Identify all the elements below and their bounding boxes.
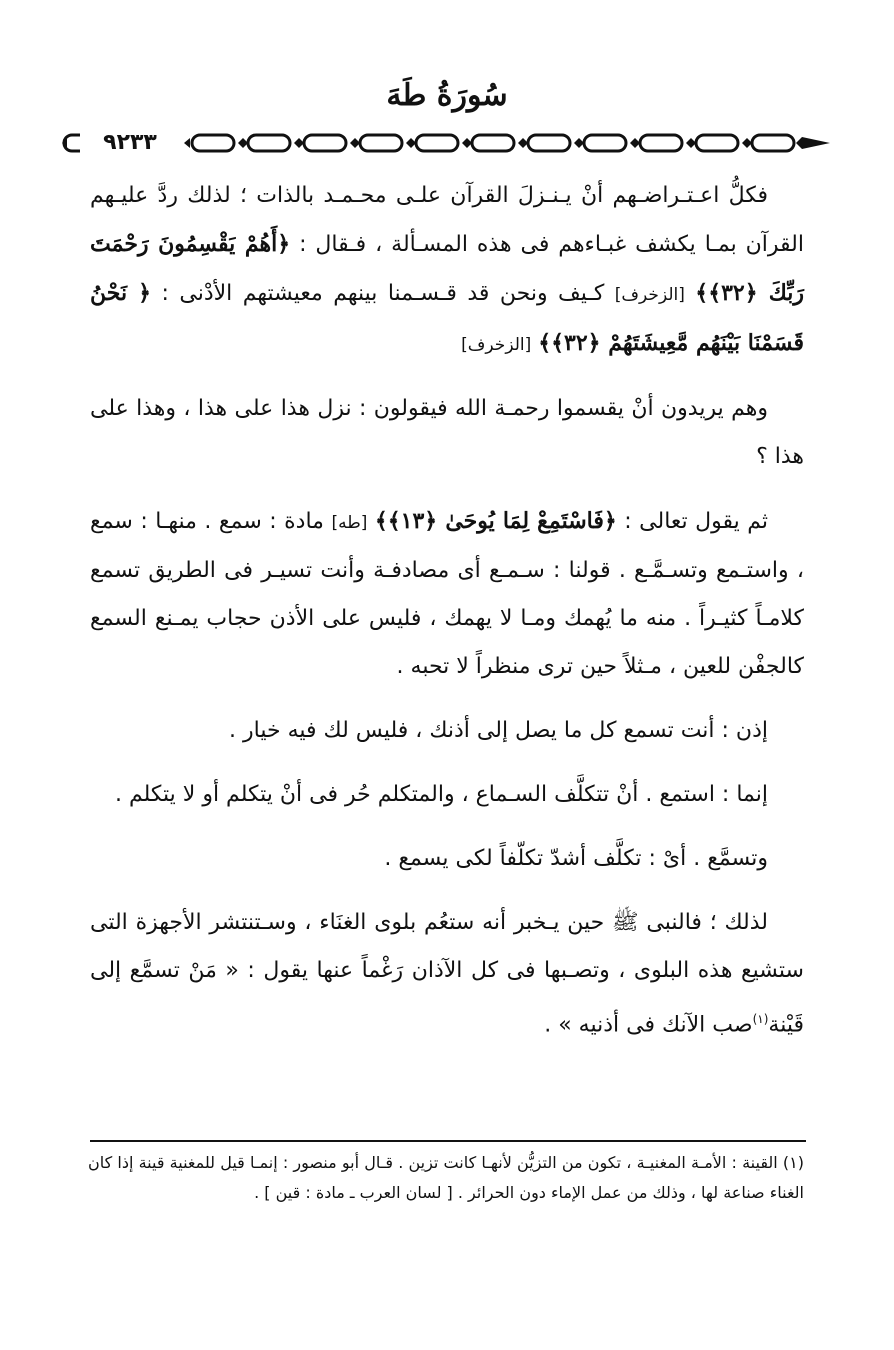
paragraph-3 [90,497,804,691]
body-text [90,172,804,1065]
surah-title: سُورَةُ طَهَ [386,78,508,113]
surah-reference-3: [طه] [331,513,368,533]
paragraph-3-rest: مادة : سمع . منهـا : سمع ، واستـمع وتسـمَّـع . قولنا : سـمـع أى مصادفـة وأنت تسيـر فى الطريق تسمع كلامـاً كثيـراً . منه ما يُهمك ومـا لا يهمك ، فليس على الأذن حجاب يمـنع السمع كالجفْن للعين ، مـثلاً حين ترى منظراً لا تحبه . [90,509,804,679]
quran-verse-zukhruf-2: ﴿ نَحْنُ قَسَمْنَا بَيْنَهُم مَّعِيشَتَهُمْ ﴿٣٢﴾﴾ [90,280,804,356]
paragraph-7-text: لذلك ؛ فالنبى ﷺ حين يـخبر أنه ستعُم بلوى الغنَاء ، وسـتنتشر الأجهزة التى ستشيع هذه البلوى ، وتصـبها فى كل الآذان رَغْماً عنها يقول : « مَنْ تسمَّع إلى قَيْنة [90,910,804,1038]
paragraph-1 [90,172,804,369]
footnote-divider [90,1140,806,1142]
paragraph-7 [90,899,804,1049]
footnote: (١) القينة : الأمـة المغنيـة ، تكون من التزيُّن لأنهـا كانت تزين . قـال أبو منصور : إنمـا قيل للمغنية قينة إذا كان الغناء صناعة لها ، وذلك من عمل الإماء دون الحرائر . [ لسان العرب ـ مادة : قين ] . [88,1153,804,1202]
paragraph-4: إذن : أنت تسمع كل ما يصل إلى أذنك ، فليس لك فيه خيار . [229,718,768,743]
surah-reference-2: [الزخرف] [461,335,532,355]
paragraph-6: وتسمَّع . أىْ : تكلَّف أشدّ تكلّفاً لكى يسمع . [384,846,768,871]
paragraph-1-text: فكلُّ اعـتـراضـهم أنْ يـنـزلَ القرآن علـى محـمـد بالذات ؛ لذلك ردَّ عليـهم القرآن بمـا يكشف غبـاءهم فى هذه المسـألة ، فـقال : [90,183,804,257]
paragraph-2: وهم يريدون أنْ يقسموا رحمـة الله فيقولون : نزل هذا على هذا ، وهذا على هذا ؟ [90,396,804,469]
surah-reference-1: [الزخرف] [614,285,685,305]
quran-verse-zukhruf-1: ﴿أَهُمْ يَقْسِمُونَ رَحْمَتَ رَبِّكَ ﴿٣٢﴾﴾ [90,231,804,306]
paragraph-3-intro: ثم يقول تعالى : [624,509,768,534]
footnote-marker[interactable]: (١) [752,1012,769,1026]
paragraph-1-middle: كـيف ونحن قد قـسـمنا بينهم معيشتهم الأدْنى : [161,281,605,306]
paragraph-7-end: صب الآنك فى أذنيه » . [544,1012,753,1038]
paragraph-5: إنما : استمع . أنْ تتكلَّف السـماع ، والمتكلم حُر فى أنْ يتكلم أو لا يتكلم . [114,782,768,807]
page-number: ٩٢٣٣ [80,128,180,158]
quran-verse-taha: ﴿فَاسْتَمِعْ لِمَا يُوحَىٰ ﴿١٣﴾﴾ [374,508,617,534]
